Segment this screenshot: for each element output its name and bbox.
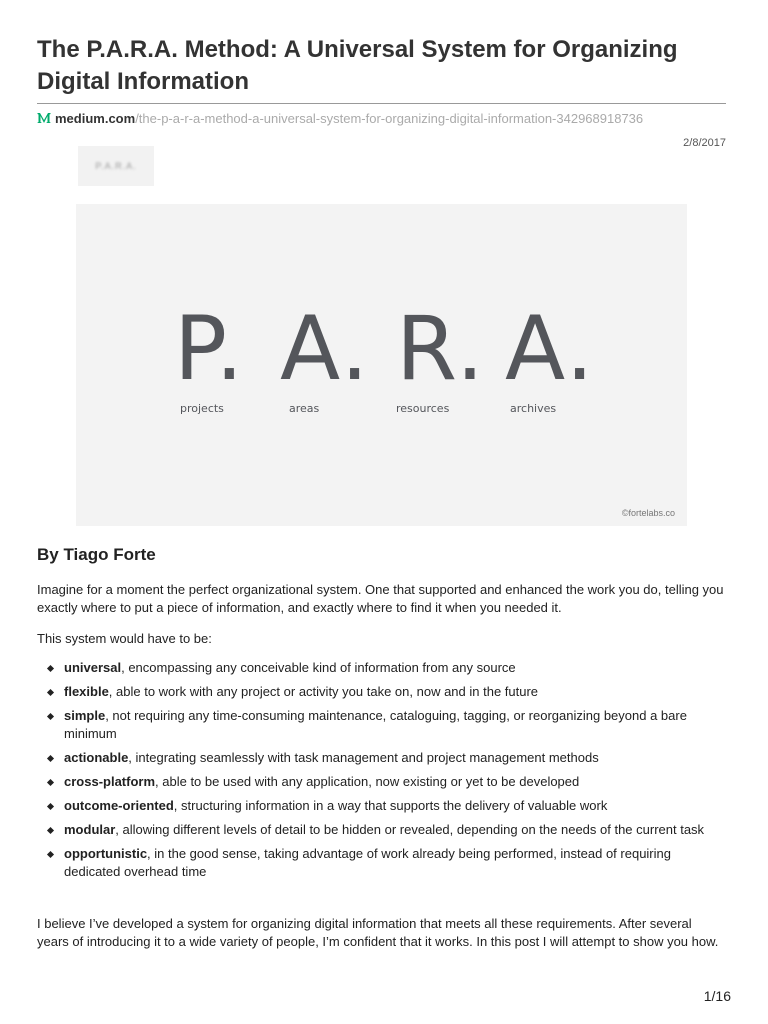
intro-paragraph: Imagine for a moment the perfect organizational system. One that supported and enhanced the work you do, telling you exactly where to put a piece of information, and exactly where to find it when you needed it. [37, 582, 724, 615]
hero-letter-p: P. [174, 297, 246, 400]
image-credit: ©fortelabs.co [621, 508, 675, 518]
list-item-term: flexible [64, 684, 109, 699]
list-item-term: universal [64, 660, 122, 675]
list-item-desc: , integrating seamlessly with task management and project management methods [128, 750, 599, 765]
bullet-icon [47, 803, 54, 810]
list-item [37, 749, 727, 767]
para-hero-image [76, 204, 687, 526]
bullet-icon [47, 689, 54, 696]
list-item-term: actionable [64, 750, 129, 765]
source-domain[interactable]: medium.com [55, 110, 136, 126]
hero-letter-a2: A. [505, 297, 596, 400]
list-item [37, 773, 727, 791]
page-number: 1/16 [703, 988, 731, 1004]
hero-letter-a1: A. [280, 297, 371, 400]
list-item-desc: , encompassing any conceivable kind of information from any source [121, 660, 516, 675]
closing-paragraph: I believe I’ve developed a system for organizing digital information that meets all these requirements. After several years of introducing it to a wide variety of people, I’m confident that it works. In this post I will attempt to show you how. [37, 916, 719, 949]
publish-date: 2/8/2017 [683, 137, 726, 149]
list-item-desc: , structuring information in a way that supports the delivery of valuable work [173, 798, 608, 813]
list-item-desc: , able to be used with any application, now existing or yet to be developed [155, 774, 580, 789]
requirements-list [37, 659, 727, 887]
list-item-desc: , in the good sense, taking advantage of work already being performed, instead of requiring dedicated overhead time [64, 846, 671, 879]
hero-label-archives: archives [510, 402, 557, 415]
list-item [37, 845, 727, 881]
list-item-term: simple [64, 708, 106, 723]
list-item-term: modular [64, 822, 116, 837]
medium-logo-icon [37, 111, 51, 125]
list-item-desc: , able to work with any project or activity you take on, now and in the future [108, 684, 539, 699]
list-item [37, 797, 727, 815]
hero-letter-r: R. [396, 297, 486, 400]
hero-label-resources: resources [396, 402, 450, 415]
bullet-icon [47, 827, 54, 834]
article-title: The P.A.R.A. Method: A Universal System for Organizing Digital Information [37, 36, 678, 95]
list-item [37, 707, 727, 743]
list-item [37, 659, 727, 677]
bullet-icon [47, 665, 54, 672]
source-link[interactable] [37, 109, 643, 127]
bullet-icon [47, 779, 54, 786]
list-intro: This system would have to be: [37, 631, 212, 646]
thumbnail-image [78, 146, 154, 186]
list-item-term: opportunistic [64, 846, 148, 861]
hero-label-areas: areas [289, 402, 320, 415]
title-divider [37, 103, 726, 104]
hero-label-projects: projects [180, 402, 224, 415]
list-item [37, 821, 727, 839]
list-item-term: outcome-oriented [64, 798, 174, 813]
list-item [37, 683, 727, 701]
byline: By Tiago Forte [37, 545, 156, 564]
source-path[interactable]: /the-p-a-r-a-method-a-universal-system-for-organizing-digital-information-342968918736 [135, 110, 644, 126]
list-item-desc: , not requiring any time-consuming maintenance, cataloguing, tagging, or reorganizing beyond a bare minimum [64, 708, 687, 741]
hero-letters [174, 297, 605, 400]
thumbnail-text: P.A.R.A. [95, 161, 137, 171]
list-item-term: cross-platform [64, 774, 156, 789]
list-item-desc: , allowing different levels of detail to be hidden or revealed, depending on the needs of the current task [115, 822, 705, 837]
bullet-icon [47, 755, 54, 762]
bullet-icon [47, 851, 54, 858]
bullet-icon [47, 713, 54, 720]
